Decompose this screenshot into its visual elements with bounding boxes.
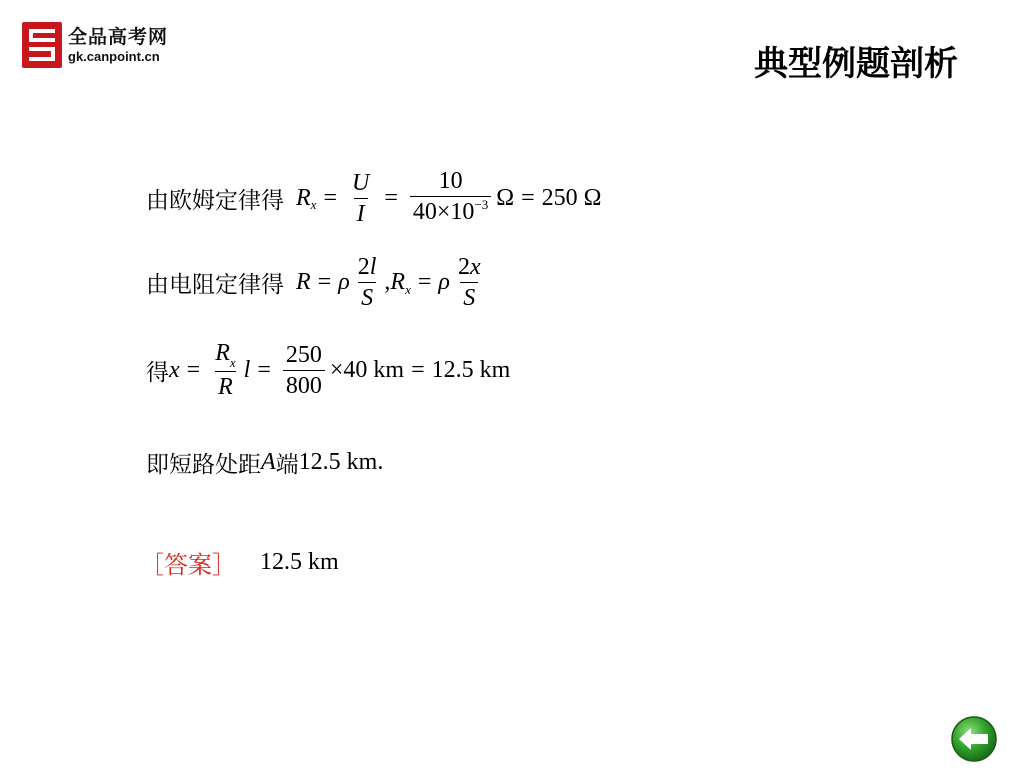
ohm-unit: Ω bbox=[583, 184, 602, 211]
equals-sign: = bbox=[186, 356, 201, 383]
back-arrow-icon bbox=[950, 715, 998, 763]
logo-seal-icon bbox=[22, 22, 62, 68]
equals-sign: = bbox=[384, 184, 398, 211]
times-40km: ×40 km bbox=[329, 356, 405, 383]
equals-sign: = bbox=[417, 269, 432, 295]
symbol-A: A bbox=[261, 449, 276, 475]
equals-sign: = bbox=[257, 356, 271, 383]
answer-value: 12.5 km bbox=[260, 549, 339, 575]
symbol-R: R bbox=[296, 184, 311, 211]
symbol-R: R bbox=[390, 269, 406, 295]
symbol-rho: ρ bbox=[338, 269, 350, 295]
fraction-2l-over-S: $\frac{2l}{S}$ bbox=[357, 254, 377, 311]
answer-block bbox=[140, 545, 339, 580]
ohm-unit: Ω bbox=[496, 184, 515, 211]
line-intro: 由欧姆定律得 bbox=[146, 187, 284, 214]
formula-distance bbox=[146, 340, 510, 400]
conclusion-line: 即短路处距 A 端 12.5 km. bbox=[146, 449, 384, 478]
symbol-l: l bbox=[243, 356, 251, 383]
symbol-x: x bbox=[169, 356, 180, 383]
equals-sign: = bbox=[411, 356, 425, 383]
formula-ohm-law bbox=[146, 168, 602, 228]
fraction-2x-over-S: $\frac{2x}{S}$ bbox=[457, 254, 481, 311]
page-title: 典型例题剖析 bbox=[754, 44, 958, 84]
back-button[interactable] bbox=[950, 715, 998, 763]
symbol-rho: ρ bbox=[438, 269, 450, 295]
subscript-x: x bbox=[310, 197, 317, 212]
result-value: 250 bbox=[541, 184, 578, 211]
symbol-R: R bbox=[296, 269, 311, 295]
logo bbox=[22, 22, 187, 70]
logo-url: gk.canpoint.cn bbox=[68, 49, 160, 64]
fraction-250-over-800: $\frac{250}{800}$ bbox=[283, 342, 325, 399]
line-intro: 由电阻定律得 bbox=[146, 272, 284, 298]
conclusion-value: 12.5 km. bbox=[298, 449, 384, 475]
formula-resistance-law bbox=[146, 254, 489, 311]
line-intro: 得 bbox=[146, 359, 169, 386]
logo-name: 全品高考网 bbox=[68, 26, 169, 48]
equals-sign: = bbox=[323, 184, 337, 211]
fraction-10-over-40e-3: $\frac{10}{40\times 10^{-3}}$ bbox=[410, 168, 491, 228]
fraction-Rx-over-R: $\frac{R_x}{R}$ bbox=[215, 340, 236, 400]
subscript-x: x bbox=[405, 281, 411, 297]
comma: , bbox=[384, 269, 391, 295]
result-value: 12.5 km bbox=[431, 356, 511, 383]
answer-label: ［答案］ bbox=[140, 551, 236, 579]
equals-sign: = bbox=[521, 184, 535, 211]
equals-sign: = bbox=[317, 269, 332, 295]
fraction-U-over-I: $\frac{U}{I}$ bbox=[352, 169, 370, 227]
